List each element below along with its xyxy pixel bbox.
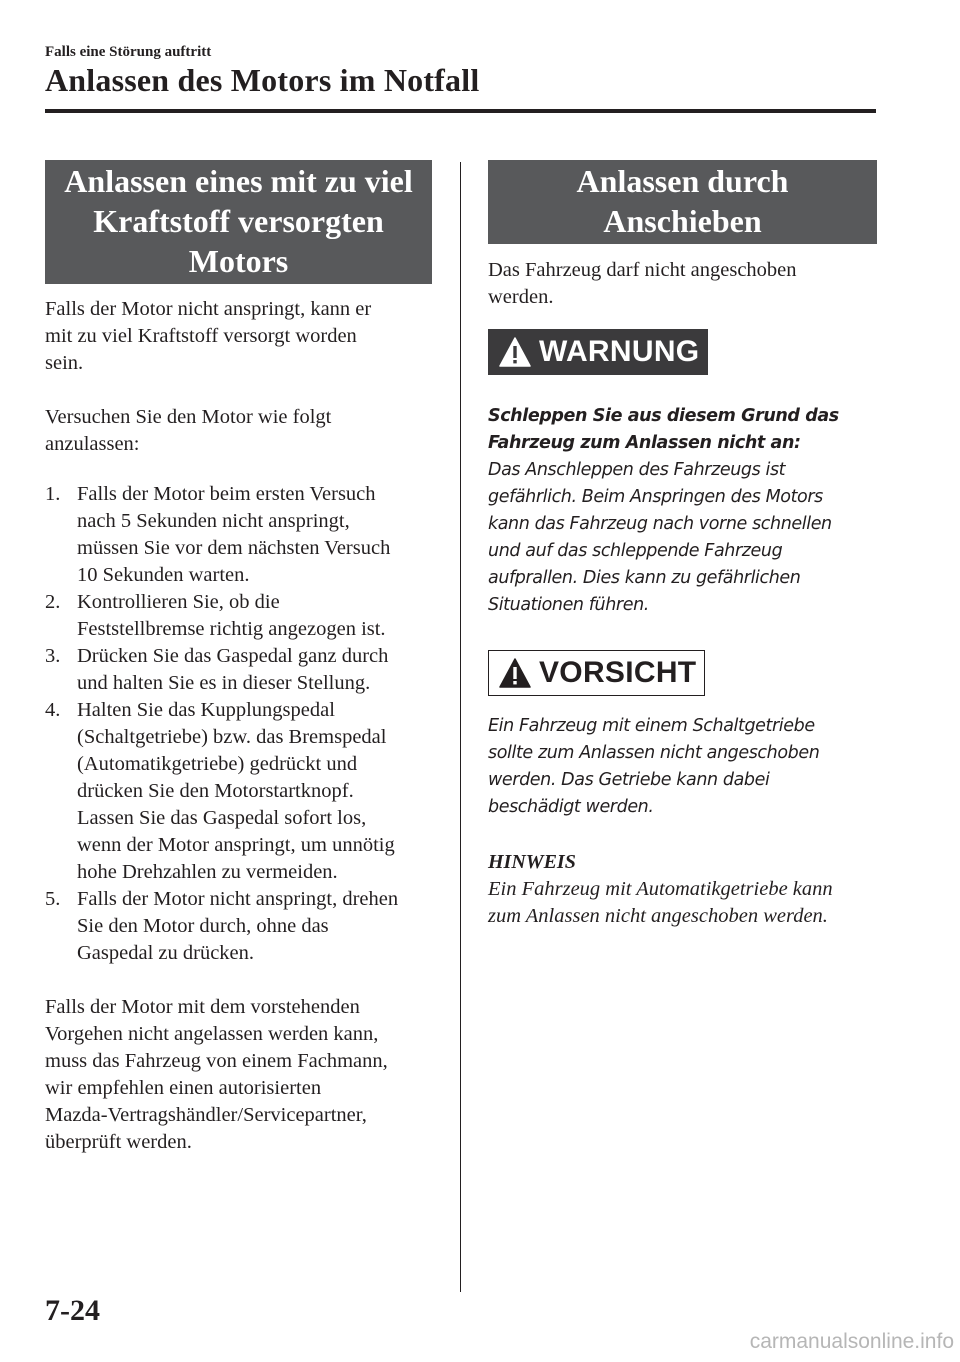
text-line: Feststellbremse richtig angezogen ist. [77,618,386,640]
page-number: 7-24 [45,1294,100,1327]
text-line: Drücken Sie das Gaspedal ganz durch [77,645,389,667]
text-line: muss das Fahrzeug von einem Fachmann, [45,1050,388,1072]
text-line: Schleppen Sie aus diesem Grund das [488,406,839,426]
section-heading-push-start [488,160,877,244]
caution-text [488,713,880,821]
text-line: werden. [488,286,554,308]
intro-paragraph [45,296,433,377]
text-line: werden. Das Getriebe kann dabei [488,770,770,790]
text-line: Fahrzeug zum Anlassen nicht an: [488,433,801,453]
step-number: 3. [45,645,61,667]
running-head: Falls eine Störung auftritt [45,44,212,60]
watermark: carmanualsonline.info [749,1330,954,1353]
caution-label-text: VORSICHT [539,656,697,689]
text-line: nach 5 Sekunden nicht anspringt, [77,510,350,532]
text-line: (Schaltgetriebe) bzw. das Bremspedal [77,726,387,748]
title-rule [45,109,876,113]
text-line: mit zu viel Kraftstoff versorgt worden [45,325,357,347]
text-line: sein. [45,352,84,374]
text-line: 10 Sekunden warten. [77,564,250,586]
text-line: Das Anschleppen des Fahrzeugs ist [488,460,786,480]
text-line: Falls der Motor nicht anspringt, drehen [77,888,399,910]
text-line: gefährlich. Beim Anspringen des Motors [488,487,823,507]
list-item [45,589,433,643]
text-line: Ein Fahrzeug mit einem Schaltgetriebe [488,716,815,736]
steps-list [45,481,433,967]
warning-label [488,329,708,375]
text-line: Sie den Motor durch, ohne das [77,915,329,937]
text-line: (Automatikgetriebe) gedrückt und [77,753,358,775]
step-number: 1. [45,483,61,505]
text-line: anzulassen: [45,433,140,455]
text-line: sollte zum Anlassen nicht angeschoben [488,743,820,763]
note-block [488,849,880,930]
text-line: Falls der Motor nicht anspringt, kann er [45,298,372,320]
right-column [488,160,880,930]
text-line: Lassen Sie das Gaspedal sofort los, [77,807,367,829]
heading-line: Anschieben [603,203,762,239]
lead-paragraph [45,404,433,458]
list-item [45,481,433,589]
text-line: Falls der Motor mit dem vorstehenden [45,996,360,1018]
text-line: überprüft werden. [45,1131,192,1153]
text-line: Falls der Motor beim ersten Versuch [77,483,376,505]
text-line: Gaspedal zu drücken. [77,942,255,964]
left-column [45,160,433,1156]
text-line: Halten Sie das Kupplungspedal [77,699,335,721]
step-number: 5. [45,888,61,910]
list-item [45,886,433,967]
heading-line: Motors [188,243,289,279]
caution-triangle-icon [499,658,531,688]
chapter-title: Anlassen des Motors im Notfall [45,62,480,98]
text-line: wir empfehlen einen autorisierten [45,1077,322,1099]
text-line: beschädigt werden. [488,797,654,817]
warning-label-text: WARNUNG [539,335,700,368]
heading-line: Anlassen eines mit zu viel [64,163,413,199]
text-line: Vorgehen nicht angelassen werden kann, [45,1023,379,1045]
text-line: hohe Drehzahlen zu vermeiden. [77,861,338,883]
section-heading-flooded-engine [45,160,432,284]
text-line: Das Fahrzeug darf nicht angeschoben [488,259,797,281]
text-line: zum Anlassen nicht angeschoben werden. [488,905,828,927]
closing-paragraph [45,994,433,1156]
text-line: drücken Sie den Motorstartknopf. [77,780,354,802]
list-item [45,643,433,697]
text-line: kann das Fahrzeug nach vorne schnellen [488,514,832,534]
caution-label [488,650,705,696]
column-divider [460,162,461,1292]
text-line: Situationen führen. [488,595,649,615]
list-item [45,697,433,886]
step-number: 2. [45,591,61,613]
text-line: und halten Sie es in dieser Stellung. [77,672,371,694]
warning-text [488,403,880,619]
note-heading: HINWEIS [488,851,576,873]
text-line: Kontrollieren Sie, ob die [77,591,280,613]
heading-line: Anlassen durch [576,163,789,199]
text-line: Mazda-Vertragshändler/Servicepartner, [45,1104,367,1126]
step-number: 4. [45,699,61,721]
intro-paragraph [488,257,880,311]
text-line: aufprallen. Dies kann zu gefährlichen [488,568,801,588]
warning-triangle-icon [499,337,531,367]
text-line: müssen Sie vor dem nächsten Versuch [77,537,391,559]
heading-line: Kraftstoff versorgten [93,203,384,239]
text-line: Versuchen Sie den Motor wie folgt [45,406,332,428]
text-line: und auf das schleppende Fahrzeug [488,541,783,561]
text-line: wenn der Motor anspringt, um unnötig [77,834,395,856]
text-line: Ein Fahrzeug mit Automatikgetriebe kann [488,878,833,900]
